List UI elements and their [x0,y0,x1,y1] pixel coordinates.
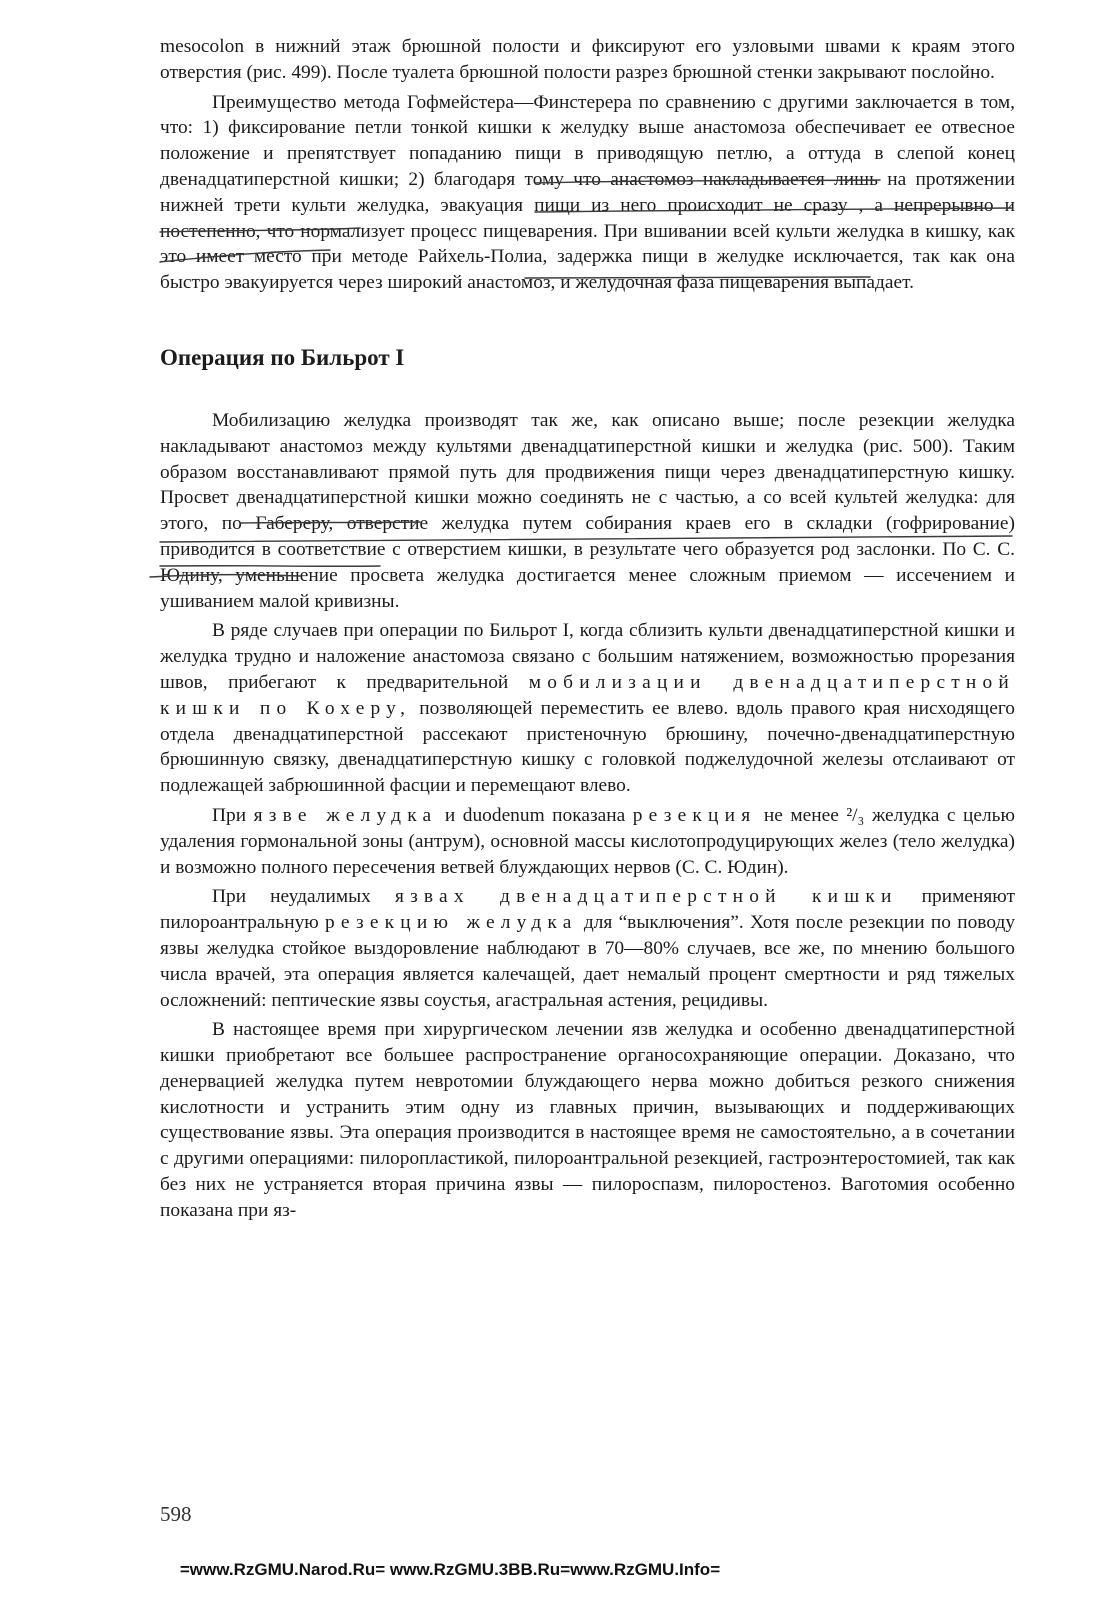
paragraph-4-text-a: В ряде случаев при операции по Бильрот I, когда сблизить культи двенадцатиперстной кишки и желудка трудно и наложение анастомоза связано с большим натяжением, возможностью прорезания швов, прибегают к предварительной [160,620,1015,693]
paragraph-4-text-c: позволяющей переместить ее влево. вдоль правого края нисходящего отдела двенадцатиперстной рассекают пристеночную брюшину, почечно-двенадцатиперстную брюшинную связку, двенадцатиперстную кишку с головкой поджелудочной железы отслаивают от подлежащей забрюшинной фасции и перемещают влево. [160,697,1015,797]
paragraph-6 [160,884,1015,1013]
paragraph-5-text-a: При [212,804,254,826]
paragraph-7: В настоящее время при хирургическом лечении язв желудка и особенно двенадцатиперстной кишки приобретают все большее распространение органосохраняющие операции. Доказано, что денервацией желудка путем невротомии блуждающего нерва можно добиться резкого снижения кислотности и устранить этим одну из главных причин, вызывающих и поддерживающих существование язвы. Эта операция производится в настоящее время не самостоятельно, а в сочетании с другими операциями: пилоропластикой, пилороантральной резекцией, гастроэнтеростомией, так как без них не устраняется вторая причина язвы — пилороспазм, пилоростеноз. Ваготомия особенно показана при яз- [160,1019,1015,1221]
paragraph-6-text-a: При неудалимых [212,886,395,908]
paragraph-5-spaced-term-2: резекция [632,804,757,826]
paragraph-5 [160,803,1015,880]
paragraph-5-text-c: и duodenum показана [437,804,633,826]
paragraph-5-text-e: не менее ²/₃ желудка с целью удаления гормональной зоны (антрум), основной массы кислотопродуцирующих желез (тело желудка) и возможно полного пересечения ветвей блуждающих нервов (С. С. Юдин). [160,804,1015,878]
paragraph-4-spaced-term: мобилизации двенадцатиперстной кишки по Кохеру, [160,671,1016,719]
paragraph-4 [160,618,1015,799]
paragraph-6-spaced-term-2: резекцию желудка [325,912,578,934]
footer-watermark: =www.RzGMU.Narod.Ru= www.RzGMU.3BB.Ru=www.RzGMU.Info= [179,1560,721,1579]
page-body [160,34,1015,1224]
paragraph-6-text-e: для “выключения”. Хотя после резекции по поводу язвы желудка стойкое выздоровление наблюдают в 70—80% случаев, все же, по мнению большого числа врачей, эта операция является калечащей, дает немалый процент смертности и ряд тяжелых осложнений: пептические язвы соустья, агастральная астения, рецидивы. [160,912,1016,1011]
section-heading: Операция по Бильрот I [160,344,405,370]
paragraph-2: Преимущество метода Гофмейстера—Финстерера по сравнению с другими заключается в том, что: 1) фиксирование петли тонкой кишки к желудку выше анастомоза обеспечивает ее отвесное положение и препятствует попаданию пищи в приводящую петлю, а оттуда в слепой конец двенадцатиперстной кишки; 2) благодаря тому что анастомоз накладывается лишь на протяжении нижней трети культи желудка, эвакуация пищи из него происходит не сразу , а непрерывно и постепенно, что нормализует процесс пищеварения. При вшивании всей культи желудка в кишку, как это имеет место при методе Райхель-Полиа, задержка пищи в желудке исключается, так как она быстро эвакуируется через широкий анастомоз, и желудочная фаза пищеварения выпадает. [160,91,1015,294]
paragraph-1: mesocolon в нижний этаж брюшной полости и фиксируют его узловыми швами к краям этого отверстия (рис. 499). После туалета брюшной полости разрез брюшной стенки закрывают послойно. [160,36,1015,83]
paragraph-6-spaced-term-1: язвах двенадцатиперстной кишки [394,886,898,908]
paragraph-5-spaced-term-1: язве желудка [253,804,438,826]
page-number: 598 [160,1502,192,1526]
paragraph-6-text-c: применяют пилороантральную [160,886,1015,934]
paragraph-3: Мобилизацию желудка производят так же, как описано выше; после резекции желудка накладывают анастомоз между культями двенадцатиперстной кишки и желудка (рис. 500). Таким образом восстанавливают прямой путь для продвижения пищи через двенадцатиперстную кишку. Просвет двенадцатиперстной кишки можно соединять не с частью, а со всей культей желудка: для этого, по Габереру, отверстие желудка путем собирания краев его в складки (гофрирование) приводится в соответствие с отверстием кишки, в результате чего образуется род заслонки. По С. С. Юдину, уменьшение просвета желудка достигается менее сложным приемом — иссечением и ушиванием малой кривизны. [160,409,1015,612]
